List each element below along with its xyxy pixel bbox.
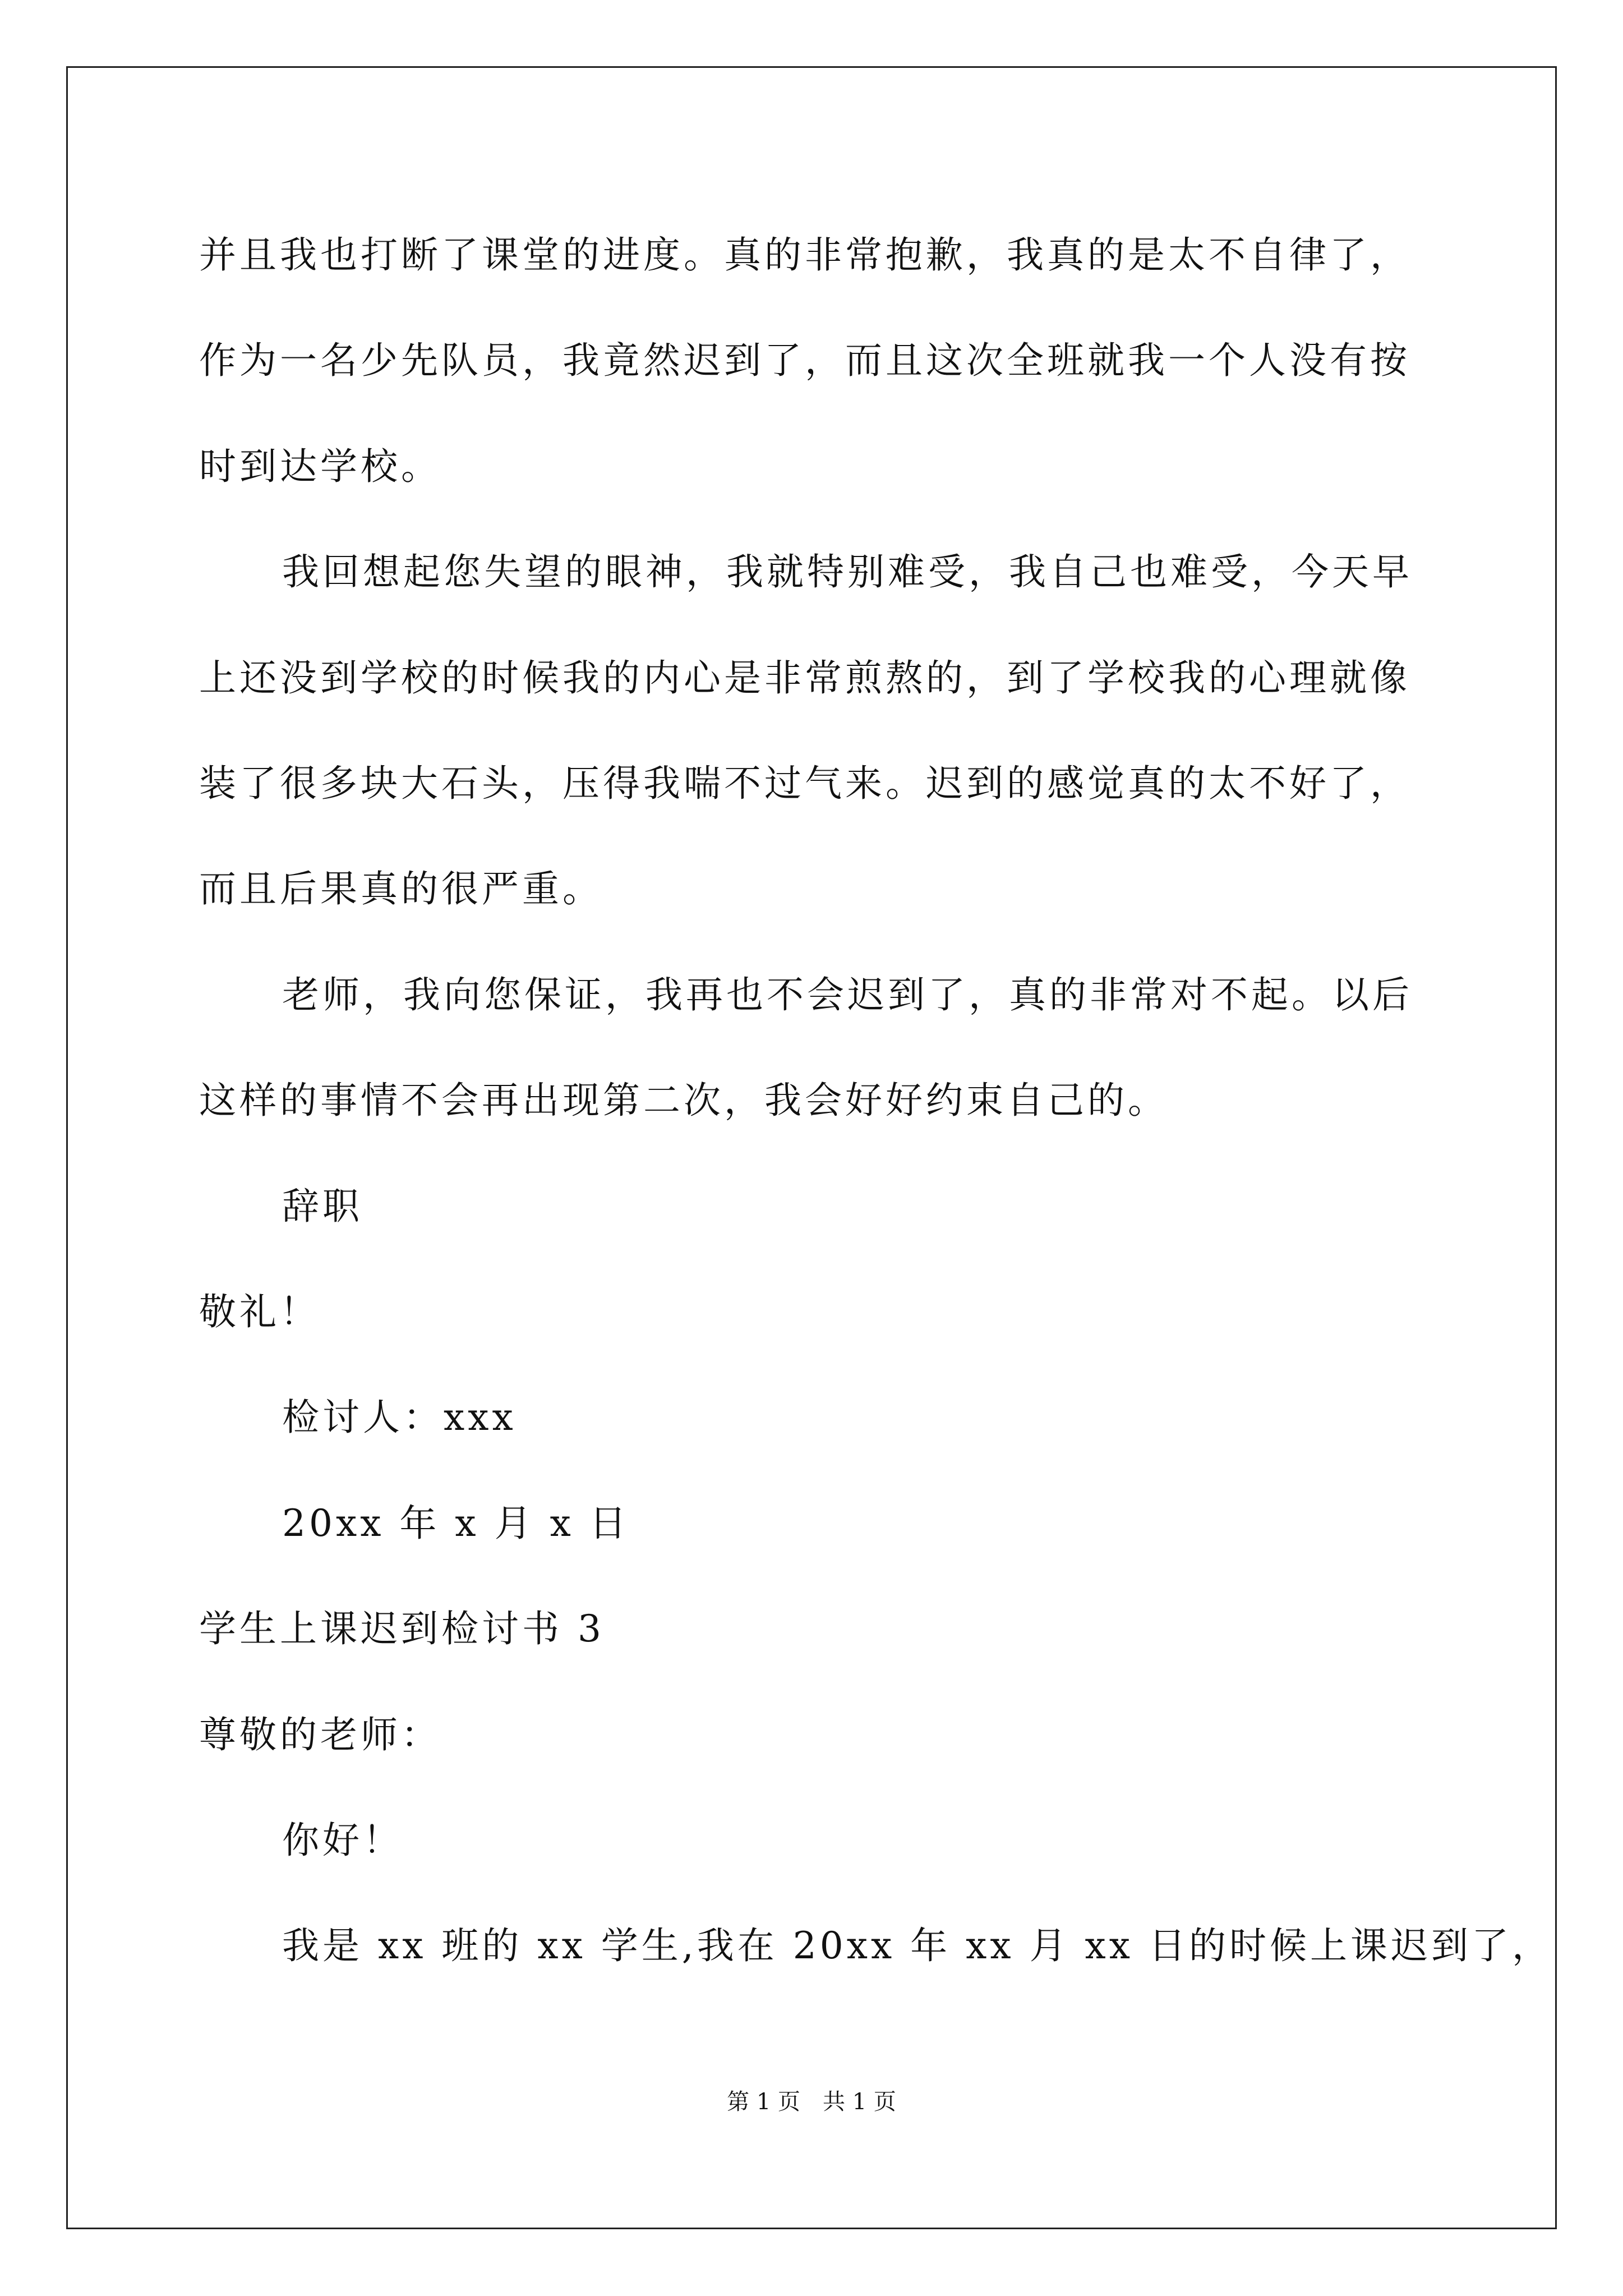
text-line: 这样的事情不会再出现第二次，我会好好约束自己的。 bbox=[199, 1079, 1168, 1122]
salutation-close: 敬礼！ bbox=[199, 1290, 320, 1333]
greeting: 尊敬的老师： bbox=[199, 1713, 441, 1756]
page-footer: 第 1 页 共 1 页 bbox=[727, 2089, 896, 2115]
text-line: 而且后果真的很严重。 bbox=[199, 867, 603, 910]
text-line: 作为一名少先队员，我竟然迟到了，而且这次全班就我一个人没有按 bbox=[199, 339, 1410, 382]
paragraph-start: 我回想起您失望的眼神，我就特别难受，我自己也难受，今天早 bbox=[282, 550, 1413, 593]
page-border bbox=[66, 66, 1557, 2229]
text-line: 装了很多块大石头，压得我喘不过气来。迟到的感觉真的太不好了， bbox=[199, 762, 1410, 805]
text-line: 上还没到学校的时候我的内心是非常煎熬的，到了学校我的心理就像 bbox=[199, 656, 1410, 700]
section-title: 学生上课迟到检讨书 3 bbox=[199, 1607, 605, 1650]
closing-line: 辞职 bbox=[282, 1185, 363, 1228]
date-line: 20xx 年 x 月 x 日 bbox=[282, 1502, 630, 1545]
text-line: 时到达学校。 bbox=[199, 445, 441, 488]
paragraph-start: 我是 xx 班的 xx 学生,我在 20xx 年 xx 月 xx 日的时候上课迟到了， bbox=[282, 1924, 1552, 1967]
text-line: 并且我也打断了课堂的进度。真的非常抱歉，我真的是太不自律了， bbox=[199, 233, 1410, 277]
signature-line: 检讨人：xxx bbox=[282, 1396, 517, 1439]
greeting-hello: 你好！ bbox=[282, 1819, 403, 1862]
paragraph-start: 老师，我向您保证，我再也不会迟到了，真的非常对不起。以后 bbox=[282, 973, 1413, 1016]
